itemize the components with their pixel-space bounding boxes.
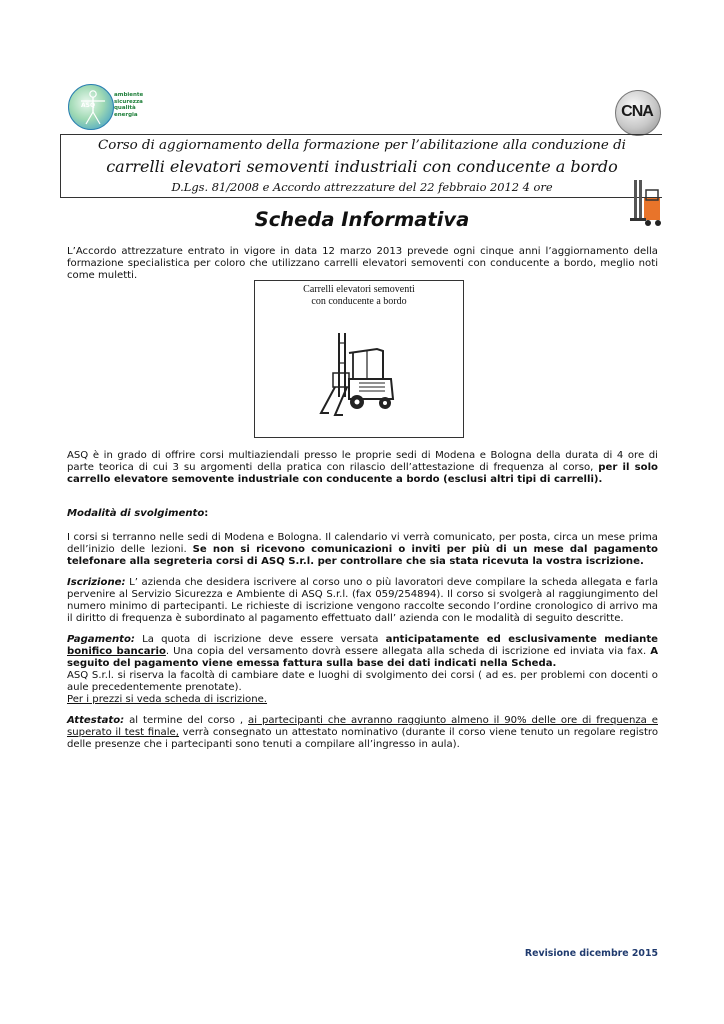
page-title: Scheda Informativa (254, 208, 470, 231)
iscrizione-label: Iscrizione: (67, 577, 126, 588)
modalita-text: I corsi si terranno nelle sedi di Modena e Bologna. Il calendario vi verrà comunicato, per posta, circa un mese prima dell’inizio delle lezioni. (67, 532, 658, 555)
revision-note: Revisione dicembre 2015 (524, 948, 658, 959)
forklift-image-box (254, 280, 464, 438)
pagamento-text-2: . Una copia del versamento dovrà essere allegata alla scheda di iscrizione ed inviata via fax. (165, 646, 651, 657)
pagamento-label: Pagamento: (67, 634, 135, 645)
offer-text: ASQ è in grado di offrire corsi multiaziendali presso le proprie sedi di Modena e Bologna della durata di 4 ore di parte teorica di cui 3 su argomenti della pratica con rilascio dell’attestazione di frequenza al corso, (67, 450, 658, 473)
modalita-bold-text: Se non si ricevono comunicazioni o inviti per più di un mese dal pagamento telefonare alla segreteria corsi di ASQ S.r.l. per controllare che sia stata ricevuta la vostra iscrizione. (67, 544, 658, 567)
bonifico-bancario-text: bonifico bancario (67, 646, 166, 657)
pagamento-bold-1: anticipatamente ed esclusivamente mediante (385, 634, 659, 645)
iscrizione-paragraph (67, 577, 658, 625)
attestato-underline-text: ai partecipanti che avranno raggiunto almeno il 90% delle ore di frequenza e superato il test finale, (67, 715, 658, 738)
intro-paragraph: L’Accordo attrezzature entrato in vigore in data 12 marzo 2013 prevede ogni cinque anni l’aggiornamento della formazione specialistica per coloro che utilizzano carrelli elevatori semoventi con conducente a bordo, meglio noti come muletti. (67, 246, 658, 281)
asq-logo (66, 84, 146, 132)
modalita-label: Modalità di svolgimento (67, 508, 205, 519)
image-caption-line-2: con conducente a bordo (311, 296, 407, 307)
asq-logo-words (114, 92, 143, 118)
asq-word: ambiente (114, 92, 144, 98)
asq-circle-text: ASQ (81, 102, 96, 109)
modalita-colon: : (204, 508, 209, 519)
asq-word: sicurezza (114, 98, 143, 105)
cna-logo (615, 90, 661, 136)
image-caption-line-1: Carrelli elevatori semoventi (303, 284, 415, 295)
prezzi-note: Per i prezzi si veda scheda di iscrizione. (67, 694, 268, 705)
course-title-box (60, 134, 662, 198)
course-title-line-2: carrelli elevatori semoventi industriali con conducente a bordo (106, 157, 618, 176)
attestato-label: Attestato: (67, 715, 125, 726)
modalita-heading (67, 508, 658, 520)
attestato-paragraph (67, 715, 658, 751)
attestato-text-1: al termine del corso , (124, 715, 249, 726)
pagamento-paragraph (67, 634, 658, 706)
pagamento-text-1: La quota di iscrizione deve essere versata (134, 634, 386, 645)
attestato-text-2: verrà consegnato un attestato nominativo (durante il corso viene tenuto un regolare registro delle presenze che i partecipanti sono tenuti a compilare all’ingresso in aula). (67, 727, 659, 750)
course-title-line-1: Corso di aggiornamento della formazione per l’abilitazione alla conduzione di (98, 138, 626, 153)
offer-paragraph (67, 450, 658, 486)
asq-logo-icon (68, 84, 114, 130)
pagamento-bold-2: A seguito del pagamento viene emessa fattura sulla base dei dati indicati nella Scheda. (67, 646, 659, 669)
pagamento-line-2: ASQ S.r.l. si riserva la facoltà di cambiare date e luoghi di svolgimento dei corsi ( ad es. per problemi con docenti o aule precedentemente prenotate). (67, 670, 658, 693)
cna-logo-text: CNA (621, 103, 653, 120)
forklift-icon (319, 329, 395, 417)
asq-word: qualità (114, 105, 136, 111)
offer-bold-text: per il solo carrello elevatore semovente industriale con conducente a bordo (esclusi altri tipi di carrelli). (67, 462, 658, 485)
iscrizione-text: L’ azienda che desidera iscrivere al corso uno o più lavoratori deve compilare la scheda allegata e farla pervenire al Servizio Sicurezza e Ambiente di ASQ S.r.l. (fax 059/254894). Il corso si svolgerà al raggiungimento del numero minimo di partecipanti. Le richieste di iscrizione vengono raccolte secondo l’ordine cronologico di arrivo ma il diritto di frequenza è subordinato al pagamento effettuato dall’ azienda con le modalità di seguito descritte. (67, 577, 658, 624)
asq-word: energia (114, 111, 138, 118)
modalita-paragraph (67, 532, 658, 568)
course-title-line-3: D.Lgs. 81/2008 e Accordo attrezzature del 22 febbraio 2012 4 ore (171, 180, 553, 194)
